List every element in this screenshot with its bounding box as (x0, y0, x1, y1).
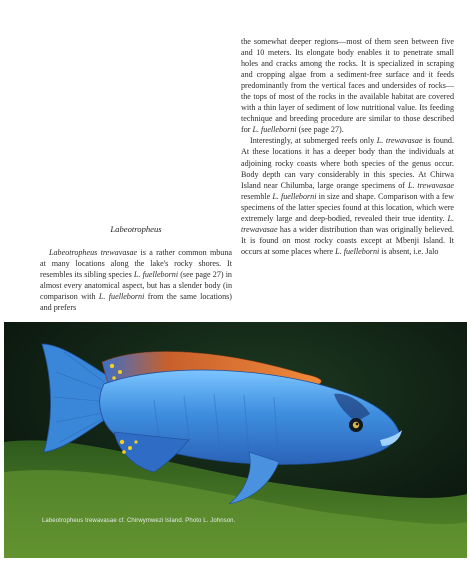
left-text-column (40, 224, 232, 313)
species-name: Labeotropheus trewavasae (49, 248, 138, 258)
text-run: has a wider distribution than was originally believed. It is found on most rocky coasts except at Mbenji Island. It occurs at some places where (241, 224, 454, 256)
text-run: from the same locations) and prefers (40, 292, 232, 313)
species-name: L. trewavasae (241, 213, 454, 234)
species-name: L. fuelleborni (133, 270, 179, 280)
species-name: L. trewavasae (407, 180, 454, 190)
text-run: resemble (241, 191, 273, 201)
text-run: the somewhat deeper regions—most of them seen between five and 10 meters. Its elongate body enables it to penetrate small holes and cracks among the rocks. It is specialized in scraping and cropping algae from a sediment-free surface and it feeds predominantly from the vertical faces and undersides of rocks—the tops of most of the rocks in the available habitat are covered with a thin layer of sediment of low nutritional value. Its feeding technique and breeding procedure are similar to those described for (241, 37, 454, 135)
paragraph-reefs (241, 135, 454, 257)
species-name: L. trewavasae (376, 136, 423, 146)
photo-caption: Labeotropheus trewavasae cf. Chirwymwezi Island. Photo L. Johnson. (42, 518, 236, 524)
text-run: is found. At these locations it has a deeper body than the individuals at adjoining rocky coasts where both species of the genus occur. Body depth can vary considerably in this species. At Chirwa Island near Chilumba, large orange specimens of (241, 136, 454, 190)
species-name: L. fuelleborni (272, 191, 317, 201)
text-run: is a rather common mbuna at many locations along the lake's rocky shores. It resembles its sibling species (40, 248, 232, 280)
text-run: (see page 27). (296, 125, 344, 135)
text-run: is absent, i.e. Jalo (379, 246, 439, 256)
species-name: L. fuelleborni (252, 125, 297, 135)
text-run: Interestingly, at submerged reefs only (250, 136, 377, 146)
fish-photo (4, 322, 467, 558)
species-name: L. fuelleborni (98, 292, 145, 302)
paragraph-intro (40, 247, 232, 313)
text-run: in size and shape. Comparison with a few specimens of the latter species found at this location, which were extremely large and deep-bodied, revealed their true identity. (241, 191, 454, 223)
text-run: (see page 27) in almost every anatomical aspect, but has a slender body (in comparison with (40, 270, 232, 302)
paragraph-continued (241, 36, 454, 135)
species-name: L. fuelleborni (335, 246, 380, 256)
right-text-column (241, 36, 454, 257)
section-heading: Labeotropheus (110, 224, 162, 234)
